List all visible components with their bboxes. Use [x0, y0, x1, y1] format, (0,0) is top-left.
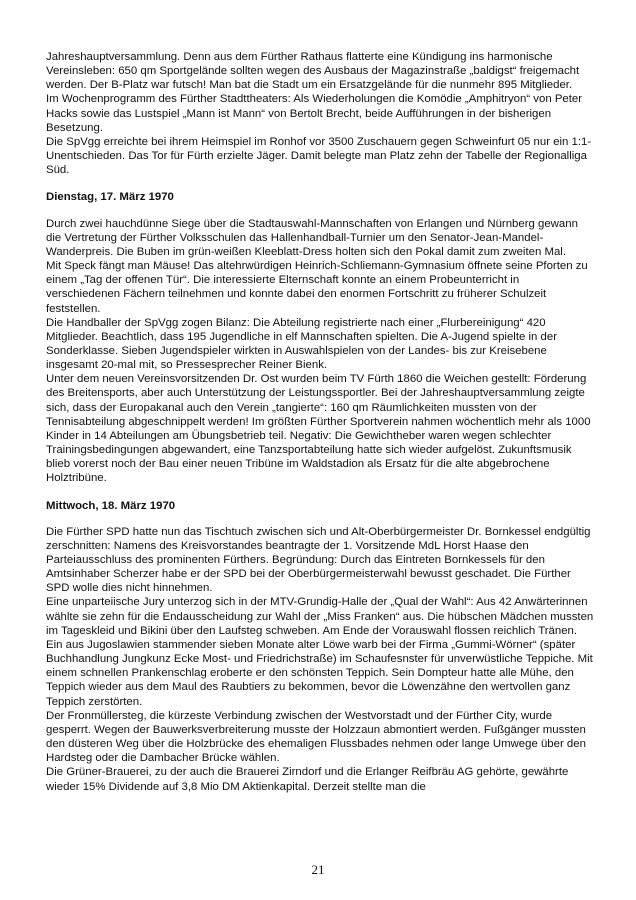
- paragraph: Die Handballer der SpVgg zogen Bilanz: Die Abteilung registrierte nach einer „Flurbereinigung“ 420 Mitglieder. Beachtlich, dass 195 Jugendliche in elf Mannschaften spielten. Die A-Jugend spielte in der Sonderklasse. Sieben Jugendspieler wirkten in Auswahlspielen von der Landes- bis zur Kreisebene insgesamt 20-mal mit, so Pressesprecher Reiner Bienk.: [46, 316, 557, 372]
- page-number: 21: [311, 862, 325, 877]
- intro-block: [46, 50, 594, 177]
- section-heading: Mittwoch, 18. März 1970: [46, 499, 176, 512]
- paragraph: Unter dem neuen Vereinsvorsitzenden Dr. Ost wurden beim TV Fürth 1860 die Weichen gestellt: Förderung des Breitensports, aber auch Unterstützung der Leistungssportler. Bei der Jahreshauptversammlung zeigte sich, dass der Europakanal auch den Verein „tangierte“: 160 qm Räumlichkeiten mussten von der Tennisabteilung abgeschnippelt werden! Im größten Fürther Sportverein nahmen wöchentlich mehr als 1000 Kinder in 14 Abteilungen am Übungsbetrieb teil. Negativ: Die Gewichtheber waren wegen schlechter Trainingsbedingungen abgewandert, eine Tanzsportabteilung hatte sich wieder aufgelöst. Zukunftsmusik blieb vorerst noch der Bau einer neuen Tribüne im Waldstadion als Ersatz für die alte abgebrochene Holztribüne.: [46, 373, 591, 485]
- section-heading: Dienstag, 17. März 1970: [46, 191, 174, 204]
- paragraph: Jahreshauptversammlung. Denn aus dem Fürther Rathaus flatterte eine Kündigung ins harmonische Vereinsleben: 650 qm Sportgelände sollten wegen des Ausbaus der Magazinstraße „baldigst“ freigemacht werden. Der B-Platz war futsch! Man bat die Stadt um ein Ersatzgelände für die nunmehr 895 Mitglieder.: [46, 51, 580, 92]
- paragraph: Im Wochenprogramm des Fürther Stadttheaters: Als Wiederholungen die Komödie „Amphitryon“ von Peter Hacks sowie das Lustspiel „Mann ist Mann“ von Bertolt Brecht, beide Aufführungen in der bisherigen Besetzung.: [46, 93, 583, 134]
- page-body: [46, 50, 594, 794]
- paragraph: Die Grüner-Brauerei, zu der auch die Brauerei Zirndorf und die Erlanger Reifbräu AG gehörte, gewährte wieder 15% Dividende auf 3,8 Mio DM Aktienkapital. Derzeit stellte man die: [46, 766, 569, 793]
- paragraph: Die SpVgg erreichte bei ihrem Heimspiel im Ronhof vor 3500 Zuschauern gegen Schweinfurt 05 nur ein 1:1-Unentschieden. Das Tor für Fürth erzielte Jäger. Damit belegte man Platz zehn der Tabelle der Regionalliga Süd.: [46, 135, 592, 177]
- paragraph: Der Fronmüllersteg, die kürzeste Verbindung zwischen der Westvorstadt und der Fürther City, wurde gesperrt. Wegen der Bauwerksverbreiterung musste der Holzzaun abmontiert werden. Fußgänger mussten den düsteren Weg über die Holzbrücke des ehemaligen Flussbades nehmen oder lange Umwege über den Hardsteg oder die Dambacher Brücke wählen.: [46, 709, 586, 765]
- paragraph: Durch zwei hauchdünne Siege über die Stadtauswahl-Mannschaften von Erlangen und Nürnberg gewann die Vertretung der Fürther Volksschulen das Hallenhandball-Turnier um den Senator-Jean-Mandel-Wanderpreis. Die Buben im grün-weißen Kleeblatt-Dress holten sich den Pokal damit zum zweiten Mal.: [46, 217, 578, 258]
- section-mittwoch: [46, 499, 594, 794]
- paragraph: Die Fürther SPD hatte nun das Tischtuch zwischen sich und Alt-Oberbürgermeister Dr. Bornkessel endgültig zerschnitten: Namens des Kreisvorstandes beantragte der 1. Vorsitzende MdL Horst Haase den Parteiausschluss des prominenten Fürthers. Begründung: Durch das Eintreten Bornkessels für den Amtsinhaber Scherzer habe er der SPD bei der Oberbürgermeisterwahl bewusst geschadet. Die Fürther SPD wolle dies nicht hinnehmen.: [46, 525, 591, 595]
- paragraph: Mit Speck fängt man Mäuse! Das altehrwürdigen Heinrich-Schliemann-Gymnasium öffnete seine Pforten zu einem „Tag der offenen Tür“. Die interessierte Elternschaft konnte an einem Probeunterricht in verschiedenen Fächern teilnehmen und konnte dabei den enormen Fortschritt zu früherer Schulzeit feststellen.: [46, 260, 588, 315]
- paragraph: Ein aus Jugoslawien stammender sieben Monate alter Löwe warb bei der Firma „Gummi-Wörner“ (später Buchhandlung Jungkunz Ecke Most- und Friedrichstraße) im Schaufesnster für unverwüstliche Teppiche. Mit einem schnellen Prankenschlag eroberte er den schönsten Teppich. Sein Dompteur hatte alle Mühe, den Teppich wieder aus dem Maul des Raubtiers zu bekommen, bevor die Löwenzähne den wertvollen ganz Teppich zerstörten.: [46, 638, 593, 708]
- paragraph: Eine unparteiische Jury unterzog sich in der MTV-Grundig-Halle der „Qual der Wahl“: Aus 42 Anwärterinnen wählte sie zehn für die Endausscheidung zur Wahl der „Miss Franken“ aus. Die hübschen Mädchen mussten im Tageskleid und Bikini über den Laufsteg schweben. Am Ende der Vorauswahl flossen reichlich Tränen.: [46, 596, 594, 637]
- section-dienstag: [46, 190, 594, 485]
